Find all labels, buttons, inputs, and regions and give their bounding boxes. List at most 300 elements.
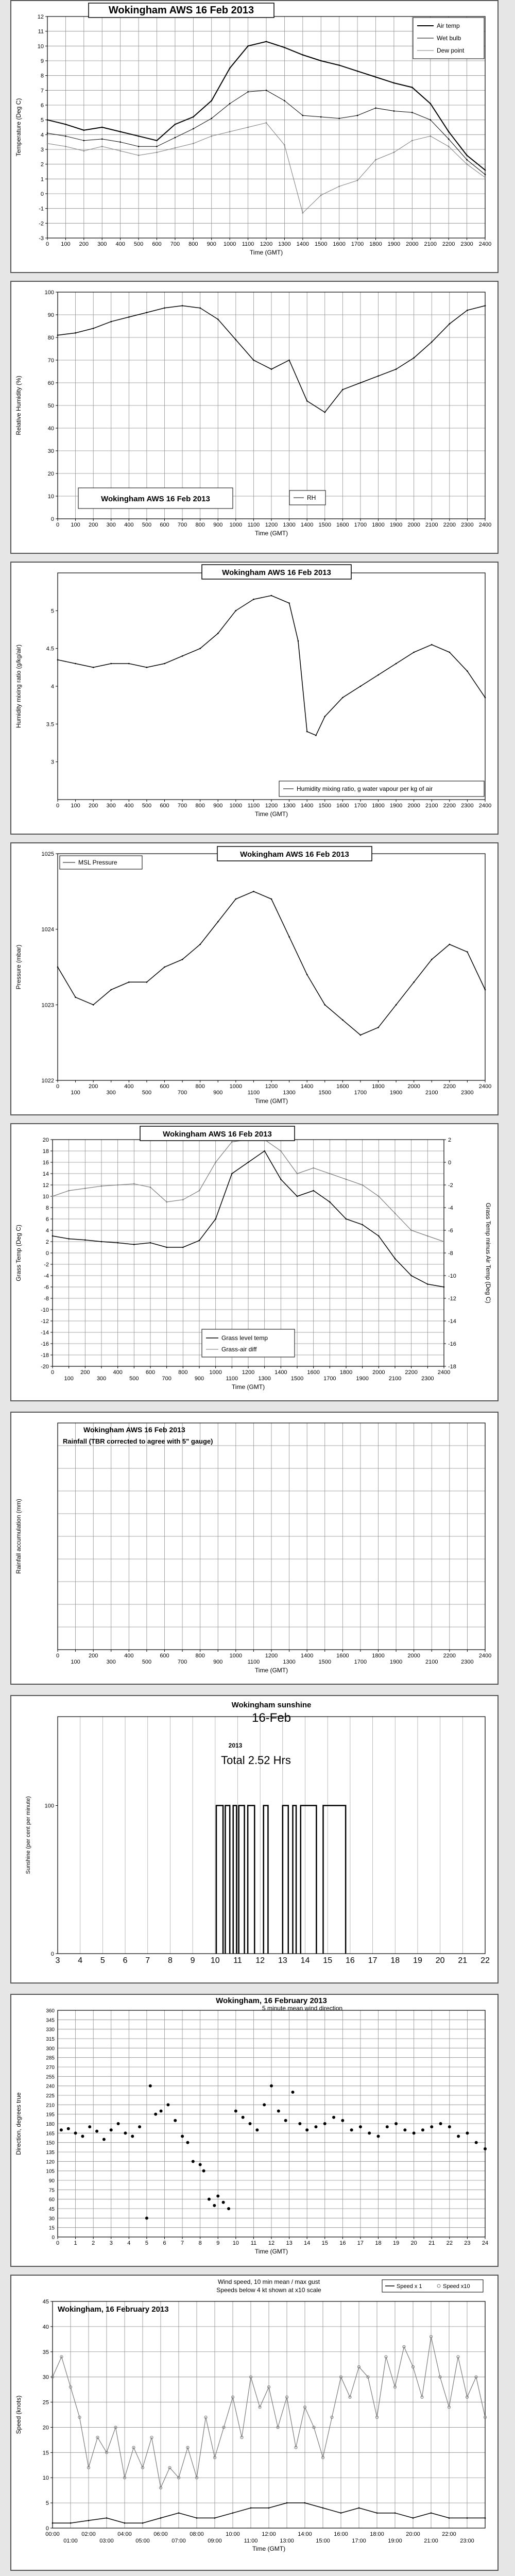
data-point-grass bbox=[133, 1244, 135, 1245]
x-tick-label: 2300 bbox=[461, 803, 474, 809]
y-tick-label: 60 bbox=[48, 2197, 55, 2203]
x-tick-label: 400 bbox=[124, 1653, 134, 1659]
x-tick-label: 2300 bbox=[421, 1376, 434, 1382]
x-tick-label: 300 bbox=[106, 803, 116, 809]
direction-point bbox=[102, 2138, 106, 2141]
data-point-2 bbox=[47, 143, 48, 144]
sunshine-bar bbox=[248, 1806, 254, 1954]
plot-area-border bbox=[58, 573, 485, 800]
x-tick-label: 10 bbox=[232, 2240, 239, 2246]
data-point-grass bbox=[362, 1224, 363, 1226]
data-point bbox=[271, 368, 272, 370]
y-tick-label: 210 bbox=[46, 2103, 55, 2109]
y2-tick-label: -2 bbox=[448, 1182, 453, 1189]
x-tick-label: 1900 bbox=[389, 1659, 403, 1665]
x-tick-label: 1900 bbox=[389, 1090, 403, 1096]
x-tick-label: 15 bbox=[323, 1956, 333, 1965]
x-tick-label: 5 bbox=[145, 2240, 148, 2246]
x-tick-label: 10:00 bbox=[226, 2531, 240, 2537]
x-tick-label: 2400 bbox=[478, 522, 492, 528]
legend-entry: Wet bulb bbox=[437, 35, 461, 42]
chart-date: 16-Feb bbox=[251, 1711, 291, 1725]
data-point-1 bbox=[375, 107, 376, 109]
grass-temp-chart-panel bbox=[10, 1123, 499, 1401]
data-point bbox=[235, 899, 237, 900]
data-point-speed-x1 bbox=[88, 2520, 90, 2521]
x-tick-label: 2400 bbox=[478, 1653, 492, 1659]
x-tick-label: 16 bbox=[339, 2240, 346, 2246]
chart-title: Wokingham sunshine bbox=[231, 1701, 312, 1709]
y-tick-label: 4.5 bbox=[46, 646, 54, 652]
data-point-diff bbox=[101, 1185, 102, 1187]
x-tick-label: 600 bbox=[160, 1653, 169, 1659]
x-tick-label: 1900 bbox=[389, 522, 403, 528]
data-point-2 bbox=[175, 147, 176, 149]
data-point-2 bbox=[65, 146, 66, 147]
x-tick-label: 1700 bbox=[354, 522, 367, 528]
data-point bbox=[110, 321, 112, 323]
data-point-grass bbox=[427, 1283, 428, 1285]
data-point-0 bbox=[466, 155, 468, 156]
data-point-0 bbox=[193, 116, 194, 118]
data-point bbox=[324, 412, 325, 413]
legend-entry: Speed x10 bbox=[443, 2283, 470, 2290]
data-point bbox=[449, 323, 451, 325]
x-tick-label: 22:00 bbox=[442, 2531, 456, 2537]
data-point bbox=[360, 1035, 362, 1036]
y-axis-label: Rainfall accumulation (mm) bbox=[15, 1499, 22, 1574]
data-point-2 bbox=[138, 155, 140, 156]
direction-point bbox=[484, 2147, 487, 2150]
x-tick-label: 09:00 bbox=[208, 2538, 222, 2544]
data-point-0 bbox=[485, 170, 486, 171]
y-tick-label: 3 bbox=[40, 147, 44, 153]
data-point-grass bbox=[215, 1218, 216, 1220]
x-tick-label: 1500 bbox=[318, 522, 331, 528]
data-point-0 bbox=[266, 41, 267, 42]
data-point-2 bbox=[211, 135, 212, 137]
y-tick-label: 165 bbox=[46, 2131, 55, 2137]
data-point-diff bbox=[362, 1184, 363, 1186]
chart-title: Wokingham AWS 16 Feb 2013 bbox=[108, 5, 254, 16]
x-tick-label: 1200 bbox=[242, 1369, 255, 1376]
direction-point bbox=[222, 2201, 225, 2204]
x-tick-label: 800 bbox=[195, 803, 205, 809]
x-tick-label: 19:00 bbox=[388, 2538, 402, 2544]
humidity-chart-panel bbox=[10, 281, 499, 554]
x-tick-label: 15:00 bbox=[316, 2538, 330, 2544]
y-tick-label: 80 bbox=[47, 335, 54, 341]
x-tick-label: 15 bbox=[321, 2240, 328, 2246]
data-point-1 bbox=[247, 91, 249, 93]
x-tick-label: 400 bbox=[113, 1369, 123, 1376]
direction-point bbox=[67, 2127, 70, 2130]
data-point bbox=[413, 981, 415, 983]
data-point bbox=[298, 640, 299, 642]
x-tick-label: 20 bbox=[435, 1956, 445, 1965]
y-tick-label: 8 bbox=[45, 1205, 49, 1211]
y-tick-label: -1 bbox=[39, 206, 44, 212]
data-point-speed-x1 bbox=[52, 2522, 54, 2524]
chart-subtitle: Speeds below 4 kt shown at x10 scale bbox=[216, 2286, 321, 2294]
direction-point bbox=[359, 2125, 362, 2128]
x-tick-label: 18 bbox=[375, 2240, 382, 2246]
data-point-2 bbox=[193, 143, 194, 144]
data-point bbox=[235, 610, 237, 612]
y2-tick-label: -14 bbox=[448, 1318, 456, 1325]
data-point bbox=[253, 891, 254, 892]
y-tick-label: 100 bbox=[44, 1803, 54, 1809]
x-tick-label: 1500 bbox=[315, 241, 328, 247]
data-point-1 bbox=[193, 128, 194, 130]
y-tick-label: 5 bbox=[50, 608, 54, 615]
data-point-2 bbox=[302, 212, 304, 214]
x-tick-label: 2400 bbox=[437, 1369, 451, 1376]
x-tick-label: 1900 bbox=[356, 1376, 369, 1382]
y2-axis-label: Grass Temp minus Air Temp (Deg C) bbox=[485, 1202, 492, 1303]
direction-point bbox=[291, 2091, 295, 2094]
sunshine-chart-panel bbox=[10, 1695, 499, 1984]
y-axis-label: Relative Humidity (%) bbox=[15, 376, 22, 435]
data-point bbox=[271, 899, 272, 900]
x-tick-label: 800 bbox=[195, 1083, 205, 1090]
direction-point bbox=[60, 2128, 63, 2131]
legend-entry: RH bbox=[307, 494, 316, 501]
data-point-2 bbox=[393, 151, 395, 153]
x-tick-label: 11:00 bbox=[244, 2538, 258, 2544]
data-point-diff bbox=[410, 1230, 412, 1231]
y-tick-label: 0 bbox=[45, 2526, 49, 2532]
x-tick-label: 1600 bbox=[336, 1653, 349, 1659]
chart-title: Wokingham AWS 16 Feb 2013 bbox=[83, 1426, 185, 1434]
direction-point bbox=[95, 2130, 98, 2133]
chart-title: Wokingham AWS 16 Feb 2013 bbox=[163, 1130, 272, 1139]
x-tick-label: 16:00 bbox=[334, 2531, 348, 2537]
x-tick-label: 1200 bbox=[260, 241, 273, 247]
data-point bbox=[253, 360, 254, 361]
y-tick-label: 60 bbox=[47, 380, 54, 386]
x-tick-label: 300 bbox=[106, 522, 116, 528]
data-point-speed-x1 bbox=[250, 2507, 252, 2509]
x-tick-label: 1500 bbox=[318, 803, 331, 809]
direction-point bbox=[439, 2122, 442, 2125]
x-tick-label: 1100 bbox=[247, 1090, 260, 1096]
x-tick-label: 7 bbox=[181, 2240, 184, 2246]
y-tick-label: 1023 bbox=[41, 1002, 54, 1009]
x-tick-label: 18:00 bbox=[370, 2531, 384, 2537]
x-tick-label: 12 bbox=[255, 1956, 265, 1965]
rainfall-chart bbox=[11, 1413, 497, 1684]
data-point-diff bbox=[427, 1235, 428, 1237]
y-tick-label: 1022 bbox=[41, 1078, 54, 1084]
data-point-diff bbox=[231, 1141, 233, 1143]
temperature-chart-panel bbox=[10, 0, 499, 273]
x-tick-label: 1400 bbox=[300, 522, 314, 528]
data-point-diff bbox=[443, 1241, 445, 1243]
direction-point bbox=[270, 2084, 273, 2088]
y-tick-label: 105 bbox=[46, 2168, 55, 2175]
data-point bbox=[146, 981, 148, 983]
sunshine-chart bbox=[11, 1696, 497, 1982]
data-point-speed-x1 bbox=[160, 2517, 162, 2519]
direction-point bbox=[216, 2195, 219, 2198]
x-tick-label: 100 bbox=[61, 241, 71, 247]
x-tick-label: 1300 bbox=[283, 803, 296, 809]
x-tick-label: 500 bbox=[133, 241, 144, 247]
direction-point bbox=[421, 2128, 424, 2131]
direction-point bbox=[213, 2204, 216, 2207]
x-tick-label: 20 bbox=[410, 2240, 417, 2246]
y-tick-label: 12 bbox=[37, 14, 44, 20]
data-point bbox=[128, 981, 130, 983]
y-axis-label: Speed (knots) bbox=[15, 2395, 22, 2434]
x-tick-label: 9 bbox=[190, 1956, 195, 1965]
x-tick-label: 14 bbox=[300, 1956, 310, 1965]
x-tick-label: 1600 bbox=[336, 522, 349, 528]
x-tick-label: 900 bbox=[213, 803, 223, 809]
y-tick-label: 0 bbox=[50, 516, 54, 522]
data-point-speed-x1 bbox=[376, 2512, 378, 2514]
sunshine-bar bbox=[239, 1806, 245, 1954]
data-point-diff bbox=[133, 1183, 135, 1185]
x-tick-label: 3 bbox=[109, 2240, 113, 2246]
direction-point bbox=[181, 2134, 184, 2138]
data-point-0 bbox=[338, 64, 340, 66]
x-tick-label: 1700 bbox=[323, 1376, 336, 1382]
data-point-0 bbox=[375, 76, 376, 78]
y2-tick-label: -10 bbox=[448, 1273, 456, 1279]
data-point-grass bbox=[313, 1190, 314, 1192]
data-point bbox=[467, 670, 468, 672]
data-point bbox=[146, 312, 148, 313]
data-point-2 bbox=[266, 122, 267, 124]
x-tick-label: 17:00 bbox=[352, 2538, 366, 2544]
data-point-diff bbox=[199, 1190, 200, 1192]
y-tick-label: 40 bbox=[42, 2324, 49, 2330]
x-tick-label: 1100 bbox=[247, 1659, 260, 1665]
x-axis-label: Time (GMT) bbox=[254, 810, 288, 818]
x-tick-label: 2400 bbox=[478, 1083, 492, 1090]
y2-tick-label: 2 bbox=[448, 1137, 452, 1143]
x-tick-label: 05:00 bbox=[135, 2538, 150, 2544]
x-tick-label: 500 bbox=[129, 1376, 139, 1382]
y-tick-label: 8 bbox=[40, 73, 44, 79]
x-tick-label: 1700 bbox=[354, 1090, 367, 1096]
x-tick-label: 600 bbox=[160, 1083, 169, 1090]
y-tick-label: 15 bbox=[48, 2225, 55, 2231]
data-point bbox=[288, 360, 290, 361]
data-point bbox=[182, 655, 183, 657]
x-tick-label: 8 bbox=[198, 2240, 202, 2246]
x-tick-label: 900 bbox=[194, 1376, 204, 1382]
data-point bbox=[396, 1004, 397, 1006]
y-tick-label: 345 bbox=[46, 2018, 55, 2024]
data-point bbox=[342, 1019, 344, 1021]
chart-subtitle: Wind speed, 10 min mean / max gust bbox=[217, 2278, 320, 2285]
relative-humidity-chart bbox=[11, 282, 497, 553]
sunshine-bar bbox=[283, 1806, 288, 1954]
data-point bbox=[199, 944, 201, 945]
x-tick-label: 03:00 bbox=[99, 2538, 114, 2544]
x-tick-label: 700 bbox=[170, 241, 180, 247]
direction-point bbox=[277, 2110, 280, 2113]
data-point-grass bbox=[84, 1239, 86, 1241]
y-tick-label: 330 bbox=[46, 2027, 55, 2033]
direction-point bbox=[234, 2110, 237, 2113]
data-point-1 bbox=[320, 116, 322, 118]
data-point bbox=[199, 308, 201, 309]
x-tick-label: 900 bbox=[207, 241, 216, 247]
data-point-diff bbox=[150, 1187, 151, 1188]
data-point-2 bbox=[229, 131, 231, 132]
x-tick-label: 2100 bbox=[425, 1090, 438, 1096]
data-point bbox=[396, 368, 397, 370]
data-point bbox=[128, 316, 130, 318]
y-tick-label: 45 bbox=[48, 2207, 55, 2212]
x-tick-label: 4 bbox=[78, 1956, 83, 1965]
data-point bbox=[431, 342, 433, 343]
x-tick-label: 2100 bbox=[388, 1376, 402, 1382]
x-tick-label: 2000 bbox=[406, 241, 419, 247]
x-tick-label: 0 bbox=[56, 522, 60, 528]
x-tick-label: 19 bbox=[392, 2240, 400, 2246]
direction-point bbox=[186, 2141, 189, 2144]
data-point-speed-x1 bbox=[485, 2517, 486, 2519]
x-tick-label: 1200 bbox=[265, 803, 278, 809]
direction-point bbox=[242, 2116, 245, 2119]
data-point-1 bbox=[156, 146, 158, 147]
x-tick-label: 17 bbox=[368, 1956, 377, 1965]
x-tick-label: 300 bbox=[106, 1659, 116, 1665]
data-point-1 bbox=[83, 140, 85, 142]
x-tick-label: 600 bbox=[152, 241, 162, 247]
x-tick-label: 2 bbox=[92, 2240, 95, 2246]
direction-point bbox=[314, 2125, 317, 2128]
data-point-0 bbox=[211, 100, 212, 101]
x-tick-label: 2300 bbox=[461, 1659, 474, 1665]
data-point-speed-x1 bbox=[124, 2522, 126, 2524]
x-tick-label: 1400 bbox=[296, 241, 310, 247]
data-point bbox=[199, 648, 201, 649]
data-point-speed-x1 bbox=[268, 2507, 270, 2509]
x-tick-label: 1600 bbox=[336, 1083, 349, 1090]
x-tick-label: 0 bbox=[56, 2240, 60, 2246]
data-point-grass bbox=[264, 1150, 265, 1152]
data-point bbox=[485, 989, 486, 991]
x-tick-label: 2100 bbox=[425, 522, 438, 528]
data-point bbox=[449, 652, 451, 653]
y-tick-label: 255 bbox=[46, 2074, 55, 2080]
direction-point bbox=[332, 2116, 335, 2119]
y-tick-label: 100 bbox=[44, 290, 54, 296]
direction-point bbox=[394, 2122, 398, 2125]
y-tick-label: 0 bbox=[52, 2235, 55, 2241]
data-point bbox=[467, 951, 468, 953]
y-tick-label: 20 bbox=[42, 2425, 49, 2431]
data-point bbox=[360, 382, 362, 384]
y-tick-label: 10 bbox=[47, 494, 54, 500]
x-tick-label: 1800 bbox=[372, 1083, 385, 1090]
y-tick-label: 2 bbox=[40, 161, 44, 168]
x-tick-label: 1000 bbox=[229, 1083, 243, 1090]
data-point bbox=[342, 697, 344, 699]
legend-entry: Humidity mixing ratio, g water vapour per kg of air bbox=[297, 785, 433, 792]
x-tick-label: 1300 bbox=[258, 1376, 271, 1382]
chart-title: Wokingham AWS 16 Feb 2013 bbox=[101, 495, 210, 503]
direction-point bbox=[154, 2113, 157, 2116]
x-tick-label: 200 bbox=[79, 241, 89, 247]
direction-point bbox=[110, 2128, 113, 2131]
data-point-grass bbox=[231, 1173, 233, 1175]
x-tick-label: 2200 bbox=[405, 1369, 418, 1376]
data-point-speed-x1 bbox=[142, 2522, 144, 2524]
direction-point bbox=[88, 2125, 91, 2128]
data-point-grass bbox=[346, 1218, 347, 1220]
data-point-speed-x1 bbox=[70, 2522, 72, 2524]
wind-direction-chart-panel bbox=[10, 1994, 499, 2267]
x-tick-label: 1500 bbox=[318, 1659, 331, 1665]
x-tick-label: 2100 bbox=[424, 241, 437, 247]
direction-point bbox=[298, 2122, 301, 2125]
sunshine-bar bbox=[264, 1806, 268, 1954]
x-tick-label: 1100 bbox=[247, 522, 260, 528]
total-sunshine: Total 2.52 Hrs bbox=[221, 1754, 291, 1767]
data-point-1 bbox=[47, 132, 48, 134]
x-tick-label: 700 bbox=[162, 1376, 171, 1382]
y-tick-label: 0 bbox=[45, 1250, 49, 1257]
data-point-grass bbox=[394, 1258, 396, 1260]
pressure-chart bbox=[11, 843, 497, 1114]
chart-subtitle: Rainfall (TBR corrected to agree with 5" gauge) bbox=[63, 1437, 213, 1445]
data-point-diff bbox=[394, 1213, 396, 1214]
mixing-ratio-chart-panel bbox=[10, 562, 499, 835]
direction-point bbox=[323, 2122, 327, 2125]
data-point-0 bbox=[448, 131, 450, 132]
y-tick-label: -2 bbox=[39, 221, 44, 227]
x-tick-label: 600 bbox=[160, 803, 169, 809]
x-tick-label: 2300 bbox=[460, 241, 473, 247]
data-point-grass bbox=[248, 1162, 249, 1163]
data-point bbox=[288, 602, 290, 604]
x-tick-label: 23 bbox=[464, 2240, 471, 2246]
y-tick-label: -16 bbox=[41, 1341, 49, 1347]
y-axis-label: Humidity mixing ratio (g/kg/air) bbox=[15, 644, 22, 728]
x-tick-label: 900 bbox=[213, 522, 223, 528]
x-tick-label: 100 bbox=[64, 1376, 74, 1382]
y-tick-label: 45 bbox=[42, 2299, 49, 2305]
data-point-diff bbox=[117, 1184, 118, 1186]
data-point-diff bbox=[313, 1167, 314, 1169]
data-point-grass bbox=[150, 1242, 151, 1244]
legend-entry: Grass-air diff bbox=[221, 1346, 257, 1353]
x-axis-label: Time (GMT) bbox=[252, 2545, 286, 2552]
sunshine-bar bbox=[301, 1806, 317, 1954]
x-tick-label: 2200 bbox=[443, 1083, 456, 1090]
x-tick-label: 300 bbox=[96, 1376, 107, 1382]
y-tick-label: 150 bbox=[46, 2140, 55, 2146]
data-point-grass bbox=[68, 1238, 70, 1240]
grass-temp-chart bbox=[11, 1124, 497, 1400]
x-tick-label: 700 bbox=[177, 803, 187, 809]
y-tick-label: 285 bbox=[46, 2055, 55, 2061]
x-tick-label: 0 bbox=[56, 1083, 60, 1090]
data-point-0 bbox=[156, 140, 158, 142]
data-point bbox=[306, 974, 308, 975]
data-point-diff bbox=[280, 1150, 282, 1152]
x-tick-label: 1800 bbox=[372, 1653, 385, 1659]
x-tick-label: 24 bbox=[482, 2240, 489, 2246]
x-tick-label: 2000 bbox=[407, 803, 420, 809]
